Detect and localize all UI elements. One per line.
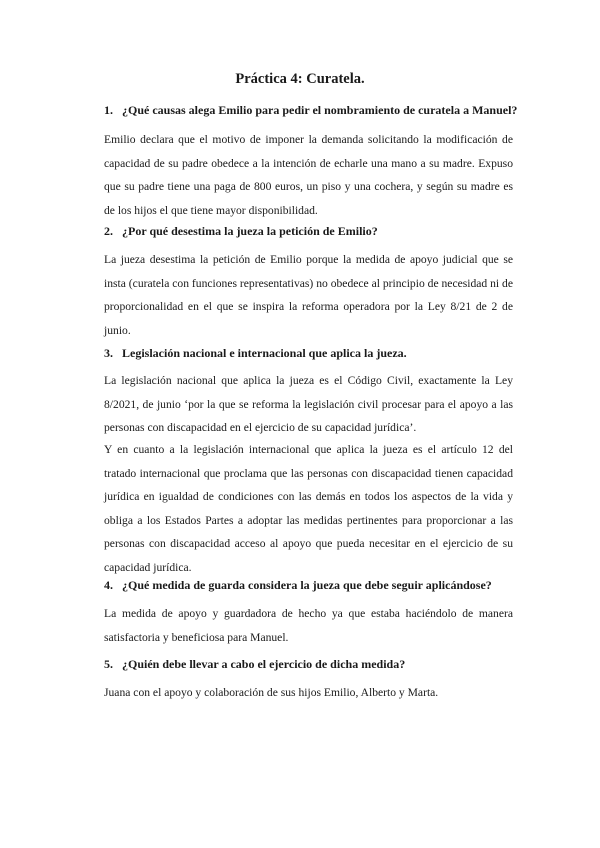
question-2-number: 2. xyxy=(104,224,113,238)
question-3-number: 3. xyxy=(104,346,113,360)
answer-2-paragraph: La jueza desestima la petición de Emilio porque la medida de apoyo judicial que se insta (curatela con funciones representativas) no obedece al principio de necesidad ni de proporcionalidad en el que se inspira la reforma operadora por la Ley 8/21 de 2 de junio. xyxy=(104,253,513,337)
question-3-text: Legislación nacional e internacional que aplica la jueza. xyxy=(122,346,407,360)
question-1-heading xyxy=(104,102,524,118)
question-5-heading xyxy=(104,656,524,672)
answer-3-paragraph-2: Y en cuanto a la legislación internacional que aplica la jueza es el artículo 12 del tratado internacional que proclama que las personas con discapacidad tienen capacidad jurídica en igualdad de condiciones con las demás en todos los aspectos de la vida y obliga a los Estados Partes a adoptar las medidas pertinentes para proporcionar a las personas con discapacidad acceso al apoyo que pueda necesitar en el ejercicio de su capacidad jurídica. xyxy=(104,443,513,574)
answer-5-paragraph: Juana con el apoyo y colaboración de sus hijos Emilio, Alberto y Marta. xyxy=(104,686,439,699)
question-4-text: ¿Qué medida de guarda considera la jueza que debe seguir aplicándose? xyxy=(122,578,492,592)
question-4-number: 4. xyxy=(104,578,113,592)
question-3-heading xyxy=(104,345,524,361)
answer-4-paragraph: La medida de apoyo y guardadora de hecho ya que estaba haciéndolo de manera satisfactoria y beneficiosa para Manuel. xyxy=(104,607,513,644)
question-1-text: ¿Qué causas alega Emilio para pedir el nombramiento de curatela a Manuel? xyxy=(122,103,518,117)
question-5-text: ¿Quién debe llevar a cabo el ejercicio de dicha medida? xyxy=(122,657,406,671)
question-4-heading xyxy=(104,577,524,593)
answer-1-paragraph: Emilio declara que el motivo de imponer la demanda solicitando la modificación de capacidad de su padre obedece a la intención de echarle una mano a su madre. Expuso que su padre tiene una paga de 800 euros, un piso y una cochera, y según su madre es de los hijos el que tiene mayor disponibilidad. xyxy=(104,133,513,217)
question-2-heading xyxy=(104,223,524,239)
page-title: Práctica 4: Curatela. xyxy=(235,71,365,87)
answer-3-paragraph-1: La legislación nacional que aplica la jueza es el Código Civil, exactamente la Ley 8/2021, de junio ‘por la que se reforma la legislación civil procesar para el apoyo a las personas con discapacidad en el ejercicio de su capacidad jurídica’. xyxy=(104,374,513,434)
question-5-number: 5. xyxy=(104,657,113,671)
question-1-number: 1. xyxy=(104,103,113,117)
question-2-text: ¿Por qué desestima la jueza la petición de Emilio? xyxy=(122,224,378,238)
